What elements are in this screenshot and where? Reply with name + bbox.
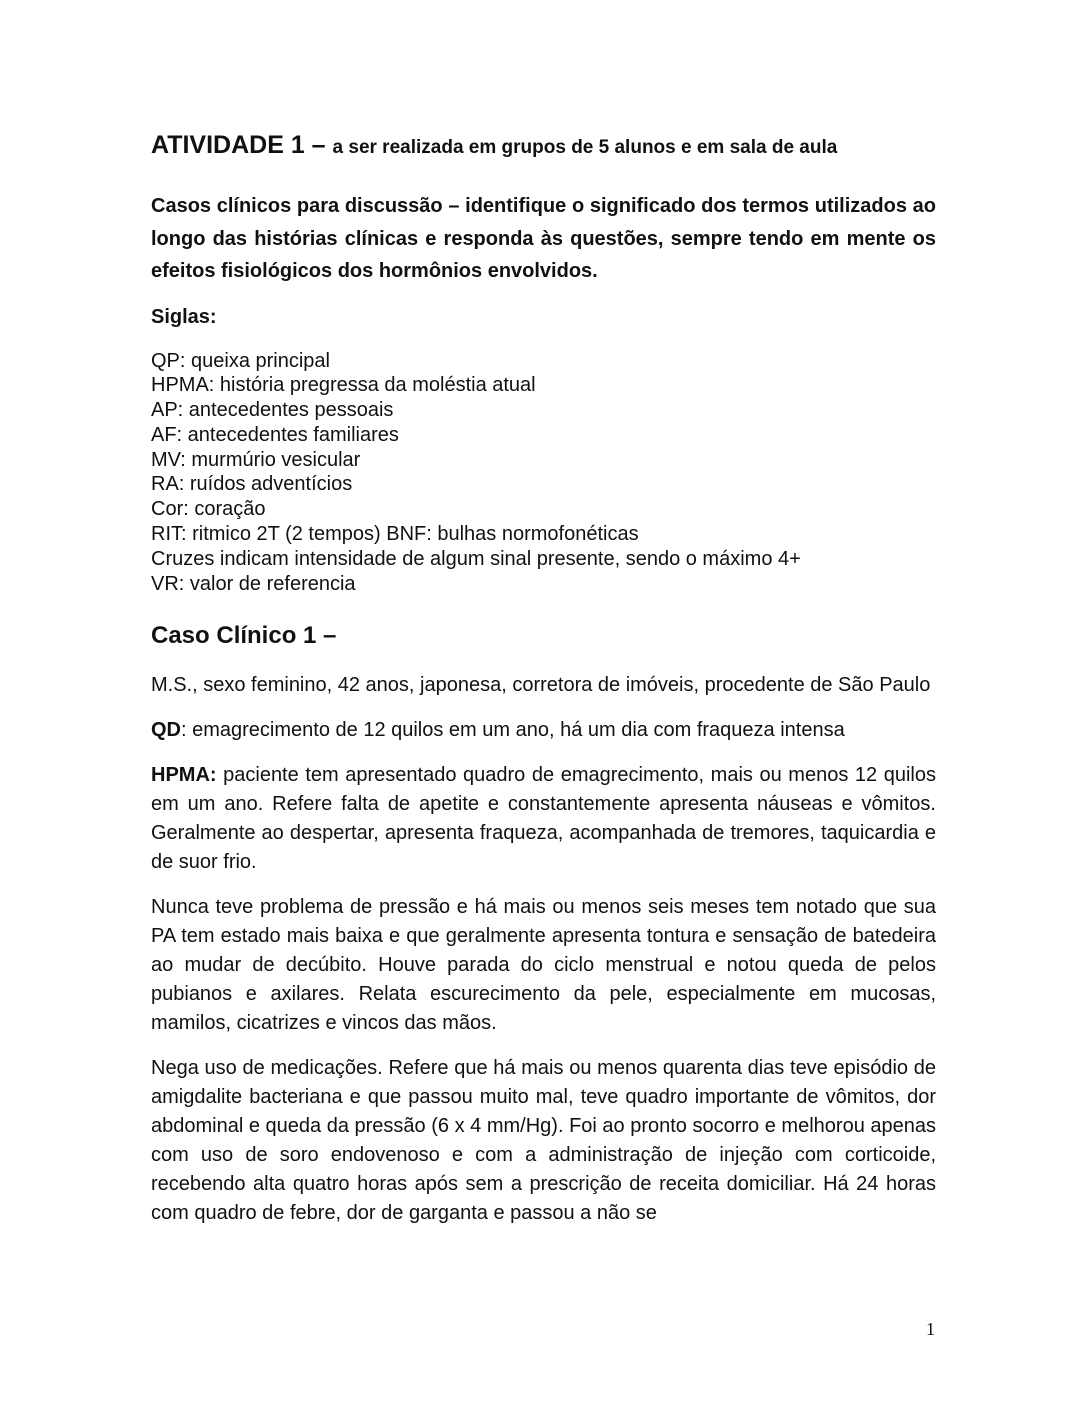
activity-title [151, 120, 936, 170]
instructions-paragraph: Casos clínicos para discussão – identifique o significado dos termos utilizados ao longo das histórias clínicas e responda às questões, sempre tendo em mente os efeitos fisiológicos dos hormônios envolvidos. [151, 195, 936, 282]
acronym-item: RA: ruídos adventícios [151, 473, 353, 496]
chief-complaint-paragraph [151, 716, 936, 745]
activity-title-main: ATIVIDADE 1 – [151, 131, 333, 159]
acronym-item: AF: antecedentes familiares [151, 423, 399, 446]
hpma-paragraph [151, 761, 936, 877]
document-page [151, 120, 936, 1228]
acronym-item: HPMA: história pregressa da moléstia atual [151, 374, 536, 397]
acronym-item: RIT: ritmico 2T (2 tempos) BNF: bulhas normofonéticas [151, 523, 639, 546]
patient-identification: M.S., sexo feminino, 42 anos, japonesa, corretora de imóveis, procedente de São Paulo [151, 674, 931, 697]
acronym-item: QP: queixa principal [151, 349, 330, 372]
acronym-item: Cruzes indicam intensidade de algum sinal presente, sendo o máximo 4+ [151, 547, 801, 570]
acronym-item: Cor: coração [151, 498, 266, 521]
acronym-item: VR: valor de referencia [151, 572, 356, 595]
acronyms-list [151, 349, 936, 597]
medication-paragraph: Nega uso de medicações. Refere que há mais ou menos quarenta dias teve episódio de amigdalite bacteriana e que passou muito mal, teve quadro importante de vômitos, dor abdominal e queda da pressão (6 x 4 mm/Hg). Foi ao pronto socorro e melhorou apenas com uso de soro endovenoso e com a administração de injeção com corticoide, recebendo alta quatro horas após sem a prescrição de receita domiciliar. Há 24 horas com quadro de febre, dor de garganta e passou a não se [151, 1057, 936, 1225]
hpma-label: HPMA: [151, 764, 217, 787]
acronyms-heading: Siglas: [151, 305, 217, 328]
acronym-item: MV: murmúrio vesicular [151, 448, 361, 471]
history-paragraph: Nunca teve problema de pressão e há mais ou menos seis meses tem notado que sua PA tem estado mais baixa e que geralmente apresenta tontura e sensação de batedeira ao mudar de decúbito. Houve parada do ciclo menstrual e notou queda de pelos pubianos e axilares. Relata escurecimento da pele, especialmente em mucosas, mamilos, cicatrizes e vincos das mãos. [151, 896, 936, 1035]
chief-complaint-label: QD [151, 719, 181, 742]
page-number: 1 [926, 1319, 935, 1339]
chief-complaint-text: : emagrecimento de 12 quilos em um ano, há um dia com fraqueza intensa [181, 719, 845, 742]
activity-title-subtitle: a ser realizada em grupos de 5 alunos e em sala de aula [332, 137, 838, 158]
acronym-item: AP: antecedentes pessoais [151, 399, 394, 422]
case-heading: Caso Clínico 1 – [151, 622, 337, 650]
hpma-text: paciente tem apresentado quadro de emagrecimento, mais ou menos 12 quilos em um ano. Refere falta de apetite e constantemente apresenta náuseas e vômitos. Geralmente ao despertar, apresenta fraqueza, acompanhada de tremores, taquicardia e de suor frio. [151, 764, 936, 874]
